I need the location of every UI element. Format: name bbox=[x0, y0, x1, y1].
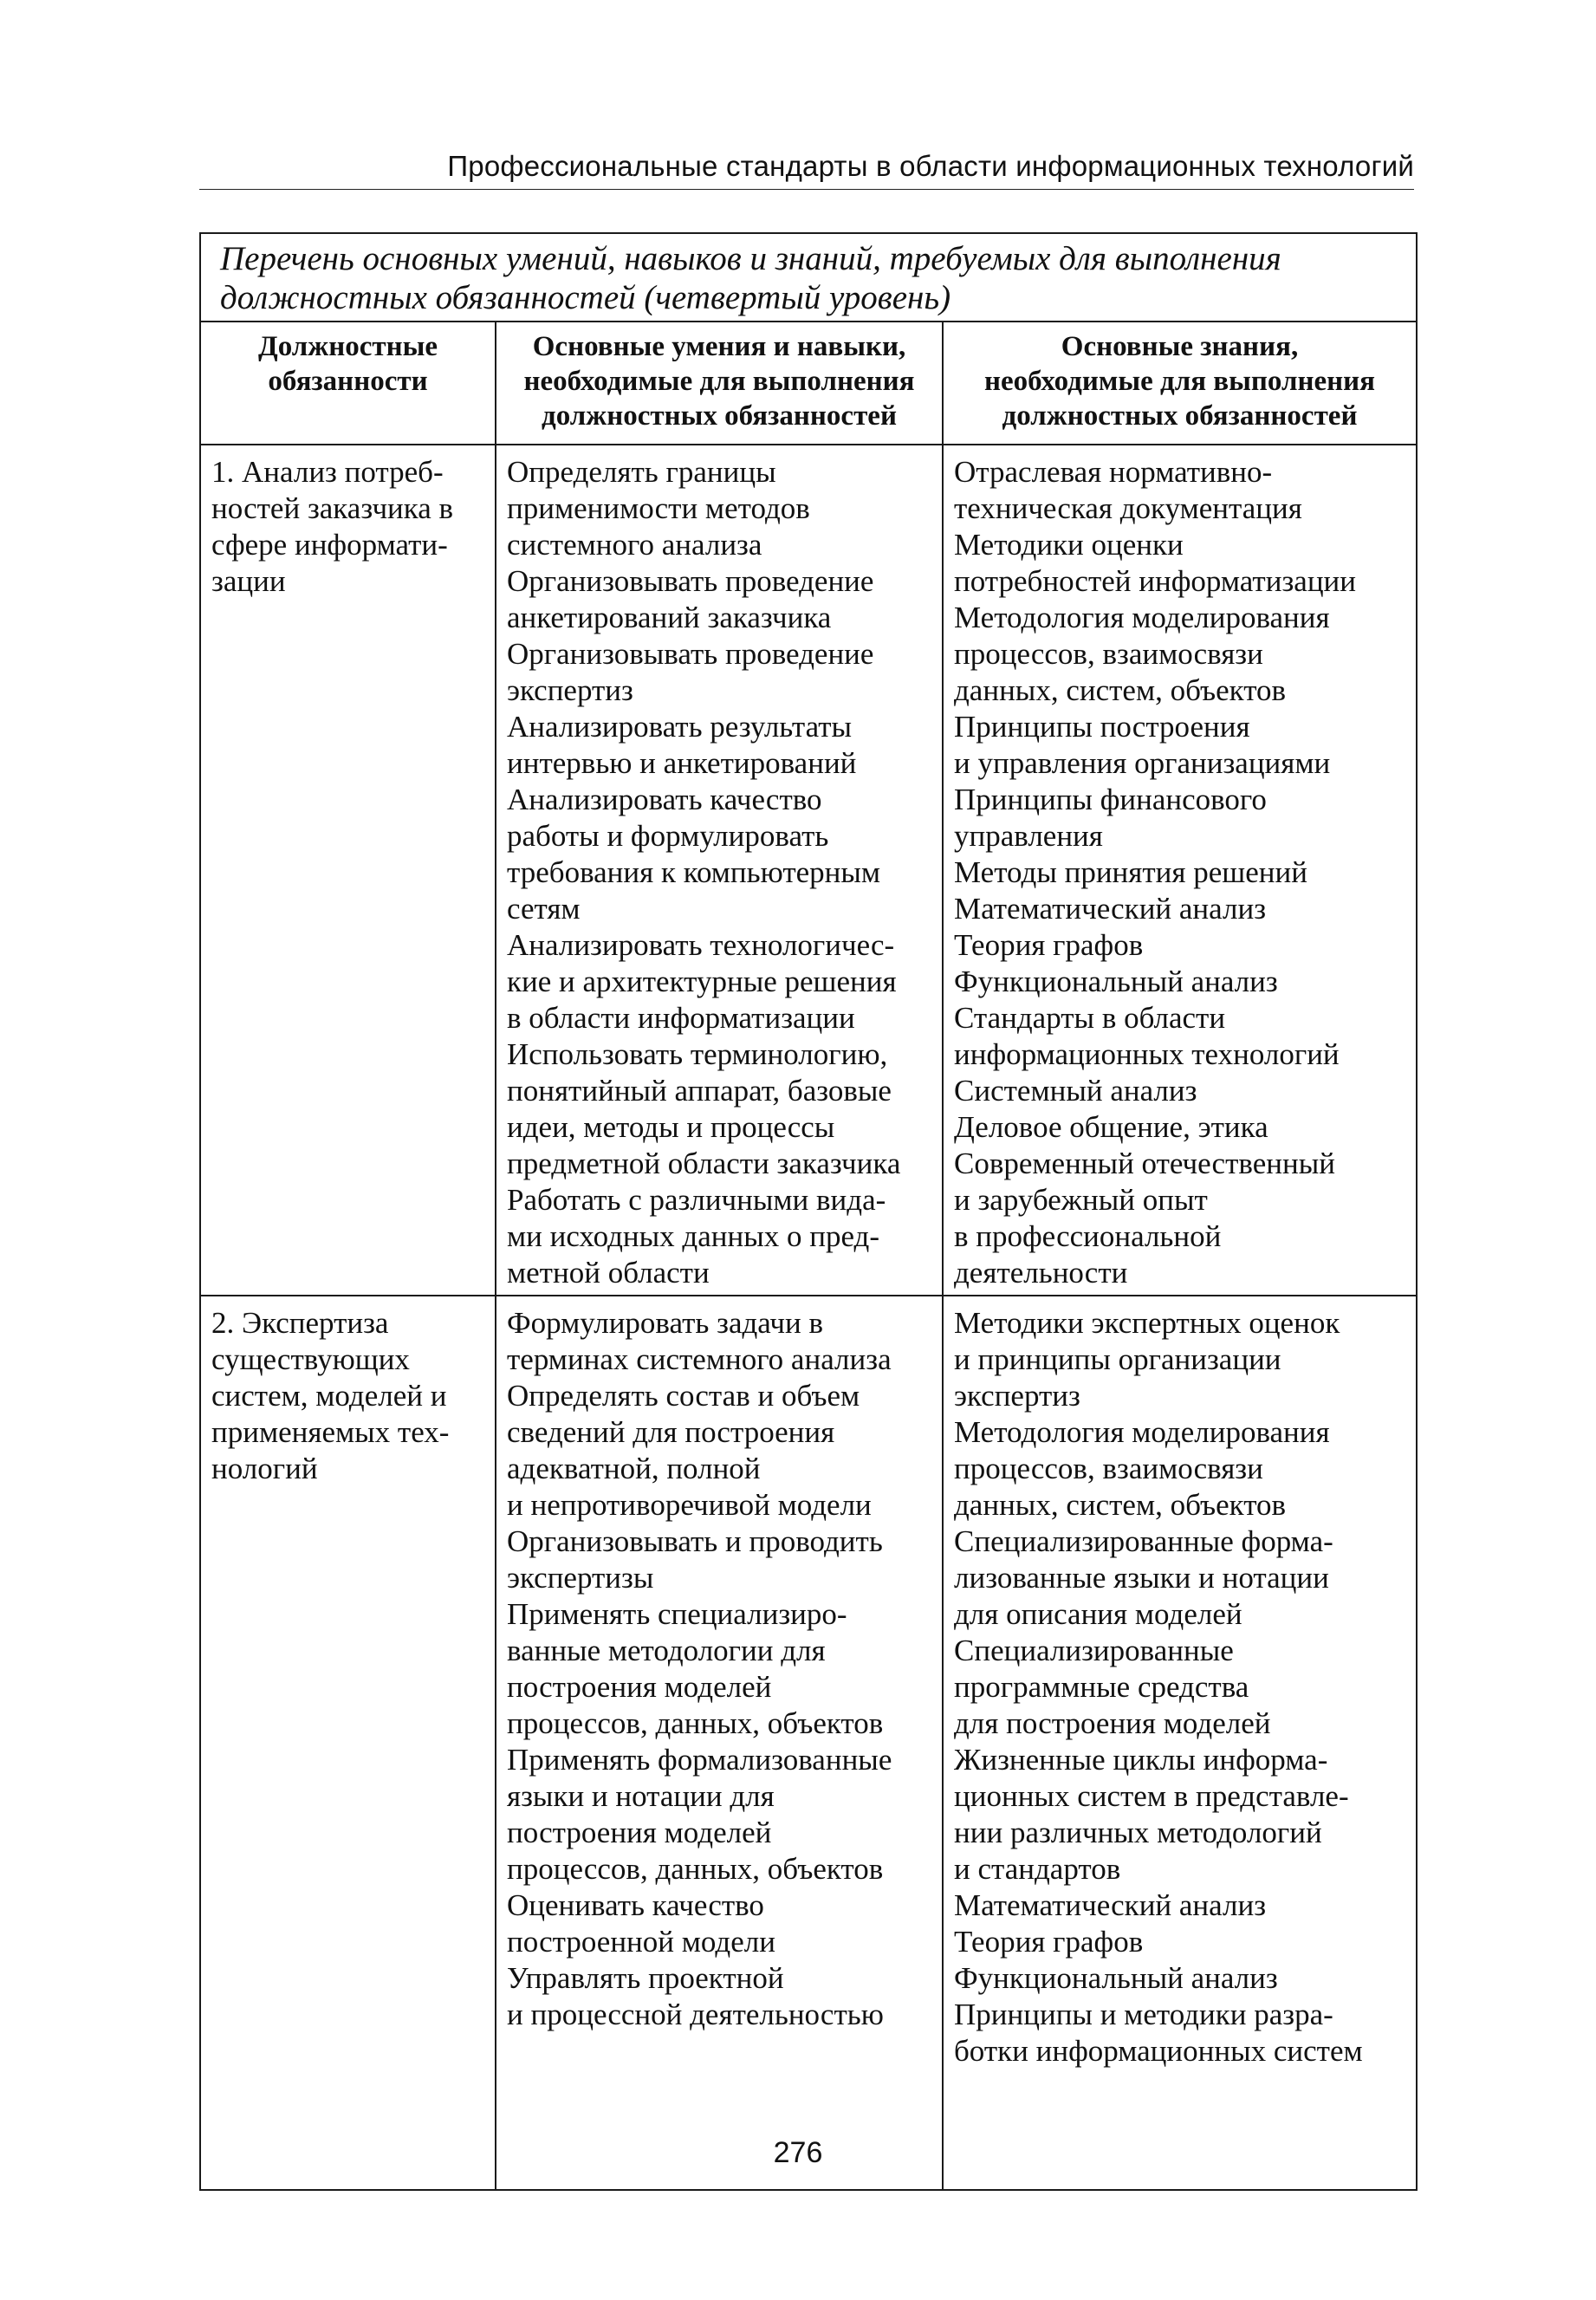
cell-line: сетям bbox=[507, 892, 581, 926]
cell-line: и управления организациями bbox=[954, 746, 1331, 780]
cell-line: языки и нотации для bbox=[507, 1779, 775, 1813]
cell-line: техническая документация bbox=[954, 491, 1302, 525]
cell-line: данных, систем, объектов bbox=[954, 1488, 1287, 1522]
cell-line: построения моделей bbox=[507, 1670, 772, 1704]
cell-line: Жизненные циклы информа- bbox=[954, 1743, 1328, 1777]
cell-line: Методология моделирования bbox=[954, 1415, 1330, 1449]
cell-line: Работать с различными вида- bbox=[507, 1183, 886, 1217]
knowledge-cell bbox=[943, 445, 1417, 1296]
cell-line: ботки информационных систем bbox=[954, 2034, 1363, 2068]
header-line: Основные знания, bbox=[1061, 331, 1299, 362]
cell-line: ми исходных данных о пред- bbox=[507, 1219, 879, 1253]
cell-line: Системный анализ bbox=[954, 1074, 1197, 1108]
cell-line: для описания моделей bbox=[954, 1597, 1242, 1631]
caption-line: Перечень основных умений, навыков и знаний, требуемых для выполнения bbox=[220, 240, 1281, 277]
cell-line: требования к компьютерным bbox=[507, 855, 881, 889]
header-line: обязанности bbox=[268, 366, 428, 397]
header-line: должностных обязанностей bbox=[1002, 400, 1358, 432]
cell-line: потребностей информатизации bbox=[954, 564, 1357, 598]
column-header-knowledge bbox=[943, 322, 1417, 445]
cell-line: процессов, данных, объектов bbox=[507, 1852, 884, 1886]
cell-line: и процессной деятельностью bbox=[507, 1998, 884, 2031]
cell-line: Применять специализиро- bbox=[507, 1597, 847, 1631]
knowledge-cell bbox=[943, 1296, 1417, 2190]
table-caption bbox=[200, 233, 1417, 322]
cell-line: данных, систем, объектов bbox=[954, 673, 1287, 707]
cell-line: метной области bbox=[507, 1256, 710, 1290]
cell-line: Организовывать проведение bbox=[507, 564, 874, 598]
cell-line: Специализированные bbox=[954, 1634, 1234, 1667]
cell-line: Анализировать результаты bbox=[507, 710, 853, 744]
cell-line: Принципы финансового bbox=[954, 783, 1267, 816]
cell-line: кие и архитектурные решения bbox=[507, 965, 897, 998]
cell-line: и стандартов bbox=[954, 1852, 1121, 1886]
cell-line: применимости методов bbox=[507, 491, 810, 525]
cell-line: применяемых тех- bbox=[211, 1415, 450, 1449]
column-header-skills bbox=[496, 322, 943, 445]
cell-line: процессов, данных, объектов bbox=[507, 1706, 884, 1740]
cell-line: работы и формулировать bbox=[507, 819, 829, 853]
cell-line: экспертизы bbox=[507, 1561, 654, 1595]
cell-line: для построения моделей bbox=[954, 1706, 1271, 1740]
cell-line: интервью и анкетирований bbox=[507, 746, 857, 780]
cell-line: Теория графов bbox=[954, 928, 1144, 962]
cell-line: анкетирований заказчика bbox=[507, 601, 832, 634]
cell-line: Математический анализ bbox=[954, 892, 1267, 926]
column-header-duties bbox=[200, 322, 496, 445]
duty-cell bbox=[200, 445, 496, 1296]
cell-line: Специализированные форма- bbox=[954, 1524, 1333, 1558]
skills-knowledge-table bbox=[199, 232, 1418, 2191]
cell-line: Применять формализованные bbox=[507, 1743, 892, 1777]
cell-line: терминах системного анализа bbox=[507, 1342, 892, 1376]
cell-line: существующих bbox=[211, 1342, 410, 1376]
duty-cell bbox=[200, 1296, 496, 2190]
cell-line: процессов, взаимосвязи bbox=[954, 1452, 1263, 1485]
cell-line: Анализировать технологичес- bbox=[507, 928, 895, 962]
caption-line: должностных обязанностей (четвертый уровень) bbox=[220, 279, 951, 316]
cell-line: Управлять проектной bbox=[507, 1961, 784, 1995]
cell-line: Организовывать и проводить bbox=[507, 1524, 883, 1558]
cell-line: понятийный аппарат, базовые bbox=[507, 1074, 892, 1108]
cell-line: нии различных методологий bbox=[954, 1816, 1322, 1849]
cell-line: деятельности bbox=[954, 1256, 1128, 1290]
cell-line: в профессиональной bbox=[954, 1219, 1222, 1253]
cell-line: адекватной, полной bbox=[507, 1452, 761, 1485]
cell-line: построенной модели bbox=[507, 1925, 775, 1959]
cell-line: ностей заказчика в bbox=[211, 491, 454, 525]
cell-line: и принципы организации bbox=[954, 1342, 1281, 1376]
table-header-row bbox=[200, 322, 1417, 445]
page-number: 276 bbox=[773, 2136, 823, 2169]
cell-line: идеи, методы и процессы bbox=[507, 1110, 835, 1144]
cell-line: Методики оценки bbox=[954, 528, 1184, 562]
cell-line: Теория графов bbox=[954, 1925, 1144, 1959]
cell-line: Функциональный анализ bbox=[954, 965, 1278, 998]
cell-line: сведений для построения bbox=[507, 1415, 835, 1449]
cell-line: Организовывать проведение bbox=[507, 637, 874, 671]
table-row bbox=[200, 1296, 1417, 2190]
header-rule bbox=[199, 189, 1414, 190]
table-caption-row bbox=[200, 233, 1417, 322]
cell-line: Стандарты в области bbox=[954, 1001, 1226, 1035]
cell-line: Математический анализ bbox=[954, 1888, 1267, 1922]
header-line: необходимые для выполнения bbox=[983, 366, 1376, 397]
cell-line: и непротиворечивой модели bbox=[507, 1488, 872, 1522]
cell-line: и зарубежный опыт bbox=[954, 1183, 1208, 1217]
cell-line: систем, моделей и bbox=[211, 1379, 447, 1413]
cell-line: Методы принятия решений bbox=[954, 855, 1307, 889]
cell-line: Оценивать качество bbox=[507, 1888, 764, 1922]
header-line: необходимые для выполнения bbox=[523, 366, 915, 397]
cell-line: экспертиз bbox=[954, 1379, 1080, 1413]
cell-line: Современный отечественный bbox=[954, 1147, 1335, 1180]
cell-line: нологий bbox=[211, 1452, 318, 1485]
header-line: должностных обязанностей bbox=[542, 400, 897, 432]
cell-line: Функциональный анализ bbox=[954, 1961, 1278, 1995]
cell-line: Определять состав и объем bbox=[507, 1379, 860, 1413]
cell-line: Методология моделирования bbox=[954, 601, 1330, 634]
cell-line: Методики экспертных оценок bbox=[954, 1306, 1340, 1340]
skills-cell bbox=[496, 1296, 943, 2190]
cell-line: ционных систем в представле- bbox=[954, 1779, 1349, 1813]
cell-line: экспертиз bbox=[507, 673, 633, 707]
cell-line: зации bbox=[211, 564, 286, 598]
cell-line: программные средства bbox=[954, 1670, 1249, 1704]
cell-line: Анализировать качество bbox=[507, 783, 822, 816]
cell-line: Формулировать задачи в bbox=[507, 1306, 824, 1340]
cell-line: Принципы построения bbox=[954, 710, 1250, 744]
cell-line: построения моделей bbox=[507, 1816, 772, 1849]
cell-line: Определять границы bbox=[507, 455, 776, 489]
cell-line: системного анализа bbox=[507, 528, 762, 562]
cell-line: ванные методологии для bbox=[507, 1634, 826, 1667]
cell-line: в области информатизации bbox=[507, 1001, 855, 1035]
cell-line: процессов, взаимосвязи bbox=[954, 637, 1263, 671]
cell-line: информационных технологий bbox=[954, 1037, 1340, 1071]
header-line: Основные умения и навыки, bbox=[532, 331, 906, 362]
skills-cell bbox=[496, 445, 943, 1296]
cell-line: 1. Анализ потреб- bbox=[211, 455, 444, 489]
cell-line: сфере информати- bbox=[211, 528, 448, 562]
cell-line: Деловое общение, этика bbox=[954, 1110, 1268, 1144]
cell-line: предметной области заказчика bbox=[507, 1147, 901, 1180]
cell-line: управления bbox=[954, 819, 1103, 853]
running-header: Профессиональные стандарты в области информационных технологий bbox=[447, 150, 1414, 182]
table-row bbox=[200, 445, 1417, 1296]
cell-line: Отраслевая нормативно- bbox=[954, 455, 1273, 489]
cell-line: лизованные языки и нотации bbox=[954, 1561, 1329, 1595]
cell-line: 2. Экспертиза bbox=[211, 1306, 389, 1340]
cell-line: Принципы и методики разра- bbox=[954, 1998, 1333, 2031]
header-line: Должностные bbox=[257, 331, 438, 362]
cell-line: Использовать терминологию, bbox=[507, 1037, 888, 1071]
